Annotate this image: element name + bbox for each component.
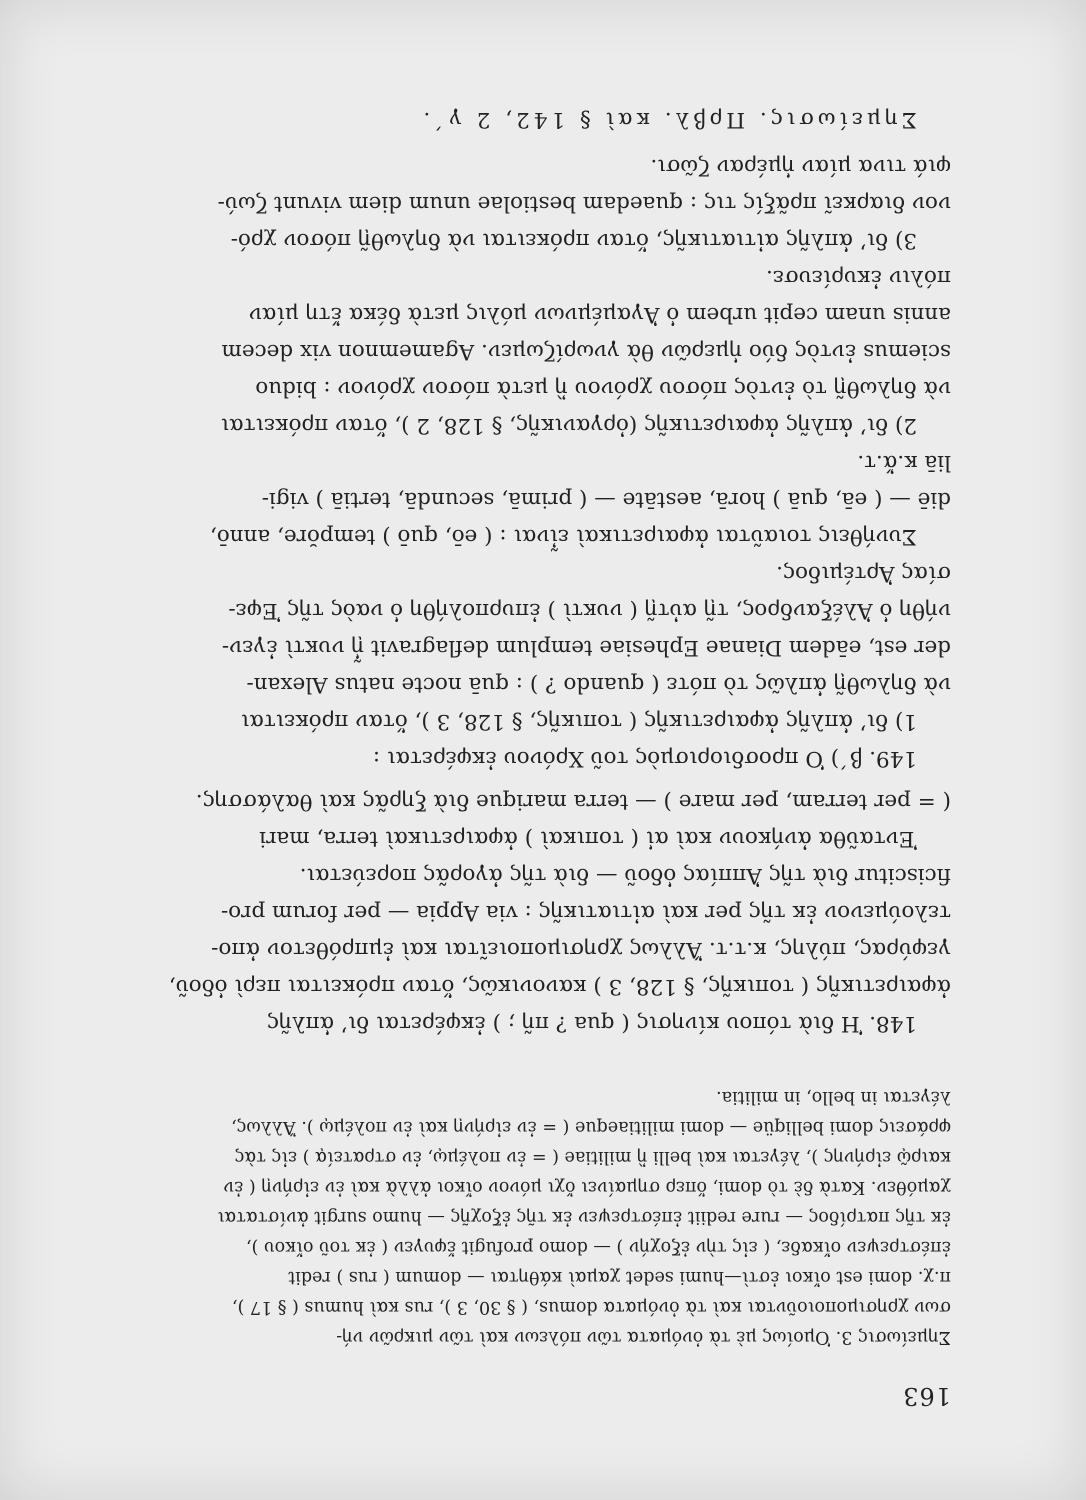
note-3-line: Σημείωσις 3. Ὁμοίως μὲ τὰ ὀνόματα τῶν πόλεων καὶ τῶν μικρῶν νή- bbox=[336, 1327, 951, 1347]
section-149-line: φιά τινα μίαν ἡμέραν ζῶσι. bbox=[650, 154, 951, 179]
note-3-line: λέγεται in bello, in militia. bbox=[716, 1087, 951, 1107]
note-3-line: χαμόθεν. Κατὰ δὲ τὸ domi, ὅπερ σημαίνει ὄχι μόνον οἴκοι ἀλλὰ καὶ ἐν εἰρήνῃ ( ἐν bbox=[223, 1177, 951, 1197]
section-148-line: τελούμενον ἐκ τῆς per καὶ αἰτιατικῆς : via Appia — per forum pro- bbox=[220, 900, 951, 925]
section-149-line: der est, eādem Dianae Ephesiae templum deflagravit ᾗ νυκτὶ ἐγεν- bbox=[221, 635, 951, 660]
section-149-line: 3) δι’ ἁπλῆς αἰτιατικῆς, ὅταν πρόκειται νὰ δηλωθῇ πόσον χρό- bbox=[230, 228, 917, 253]
section-148-heading-line: 148. Ἡ διὰ τόπου κίνησις ( qua ? πῆ ; ) ἐκφέρεται δι’ ἁπλῆς bbox=[266, 1011, 917, 1036]
section-149-line: 2) δι’ ἁπλῆς ἀφαιρετικῆς (ὀργανικῆς, § 128, 2 ), ὅταν πρόκειται bbox=[220, 413, 917, 438]
section-149-line: diē — ( eā, quā ) horā, aestāte — ( primā, secundā, tertiā ) vigi- bbox=[261, 487, 951, 512]
section-149 bbox=[131, 148, 951, 777]
section-148-line: ( = per terram, per mare ) — terra marique διὰ ξηρᾶς καὶ θαλάσσης. bbox=[195, 789, 951, 814]
note-bottom-text: Σημείωσις. Πρβλ. καὶ § 142, 2 γ΄. bbox=[419, 107, 917, 132]
section-148 bbox=[131, 783, 951, 1042]
section-149-line: πόλιν ἐκυρίευσε. bbox=[765, 265, 951, 290]
section-149-line: νὰ δηλωθῇ ἁπλῶς τὸ πότε ( quando ? ) : quā nocte natus Alexan- bbox=[246, 672, 951, 697]
section-148-line: ἀφαιρετικῆς ( τοπικῆς, § 128, 3 ) κανονικῶς, ὅταν πρόκειται περὶ ὁδοῦ, bbox=[168, 974, 951, 999]
section-149-heading-line: 149. β΄) Ὁ προσδιορισμὸς τοῦ Χρόνου ἐκφέρεται : bbox=[372, 746, 917, 771]
section-148-line: ficiscitur διὰ τῆς Ἀππίας ὁδοῦ — διὰ τῆς ἀγορᾶς πορεύεται. bbox=[299, 863, 951, 888]
section-149-line: νήθη ὁ Ἀλέξανδρος, τῇ αὐτῇ ( νυκτὶ ) ἐπυρπολήθη ὁ ναὸς τῆς Ἐφε- bbox=[228, 598, 951, 623]
note-3-line: ἐπέστρεψεν οἴκαδε, ( εἰς τὴν ἐξοχήν ) — domo profugit ἔφυγεν ( ἐκ τοῦ οἴκου ), bbox=[245, 1237, 951, 1257]
note-3 bbox=[131, 1082, 951, 1352]
section-148-line: γεφύρας, πύλης, κ.τ.τ. Ἄλλως χρησιμοποιεῖται καὶ ἐμπρόθετον ἀπο- bbox=[211, 937, 951, 962]
section-149-line: 1) δι’ ἁπλῆς ἀφαιρετικῆς ( τοπικῆς, § 128, 3 ), ὅταν πρόκειται bbox=[240, 709, 917, 734]
note-3-line: π.χ. domi est οἴκοι ἐστὶ—humi sedet χαμαὶ κάθηται — domum ( rus ) redit bbox=[288, 1267, 951, 1287]
page-content bbox=[131, 101, 951, 1400]
note-3-line: καιρῷ εἰρήνης ), λέγεται καὶ belli ἢ militiae ( = ἐν πολέμῳ, ἐν στρατείᾳ ) εἰς τὰς bbox=[234, 1147, 951, 1167]
section-149-line: sciemus ἐντὸς δύο ἡμερῶν θὰ γνωρίζωμεν. Agamemnon vix decem bbox=[221, 339, 951, 364]
note-bottom bbox=[131, 101, 951, 138]
section-149-line: Συνήθεις τοιαῦται ἀφαιρετικαὶ εἶναι : ( eō, quō ) tempŏre, annō, bbox=[209, 524, 917, 549]
page-number: 163 bbox=[902, 1382, 951, 1410]
note-3-line: ἐκ τῆς πατρίδος — rure rediit ἐπέστρεψεν ἐκ τῆς ἐξοχῆς — humo surgit ἀνίσταται bbox=[217, 1207, 951, 1227]
note-3-line: φράσεις domi belliqüe — domi militiaeque ( = ἐν εἰρήνῃ καὶ ἐν πολέμῳ ). Ἄλλως, bbox=[231, 1117, 951, 1137]
section-149-line: σίας Ἀρτέμιδος. bbox=[776, 561, 951, 586]
section-149-line: νον διαρκεῖ πρᾶξίς τις : quaedam bestiolae unum diem vivunt ζωύ- bbox=[217, 191, 951, 216]
note-3-line: σων χρησιμοποιοῦνται καὶ τὰ ὀνόματα domus, ( § 30, 3 ), rus καὶ humus ( § 17 ), bbox=[231, 1297, 951, 1317]
section-149-line: liā κ.ἄ.τ. bbox=[857, 450, 951, 475]
section-149-line: annis unam cepit urbem ὁ Ἀγαμέμνων μόλις μετὰ δέκα ἔτη μίαν bbox=[248, 302, 951, 327]
section-149-line: νὰ δηλωθῇ τὸ ἐντὸς πόσου χρόνου ἢ μετὰ πόσον χρόνον : biduo bbox=[255, 376, 951, 401]
section-148-line: Ἐνταῦθα ἀνήκουν καὶ αἱ ( τοπικαὶ ) ἀφαιρετικαὶ terra, mari bbox=[259, 826, 917, 851]
